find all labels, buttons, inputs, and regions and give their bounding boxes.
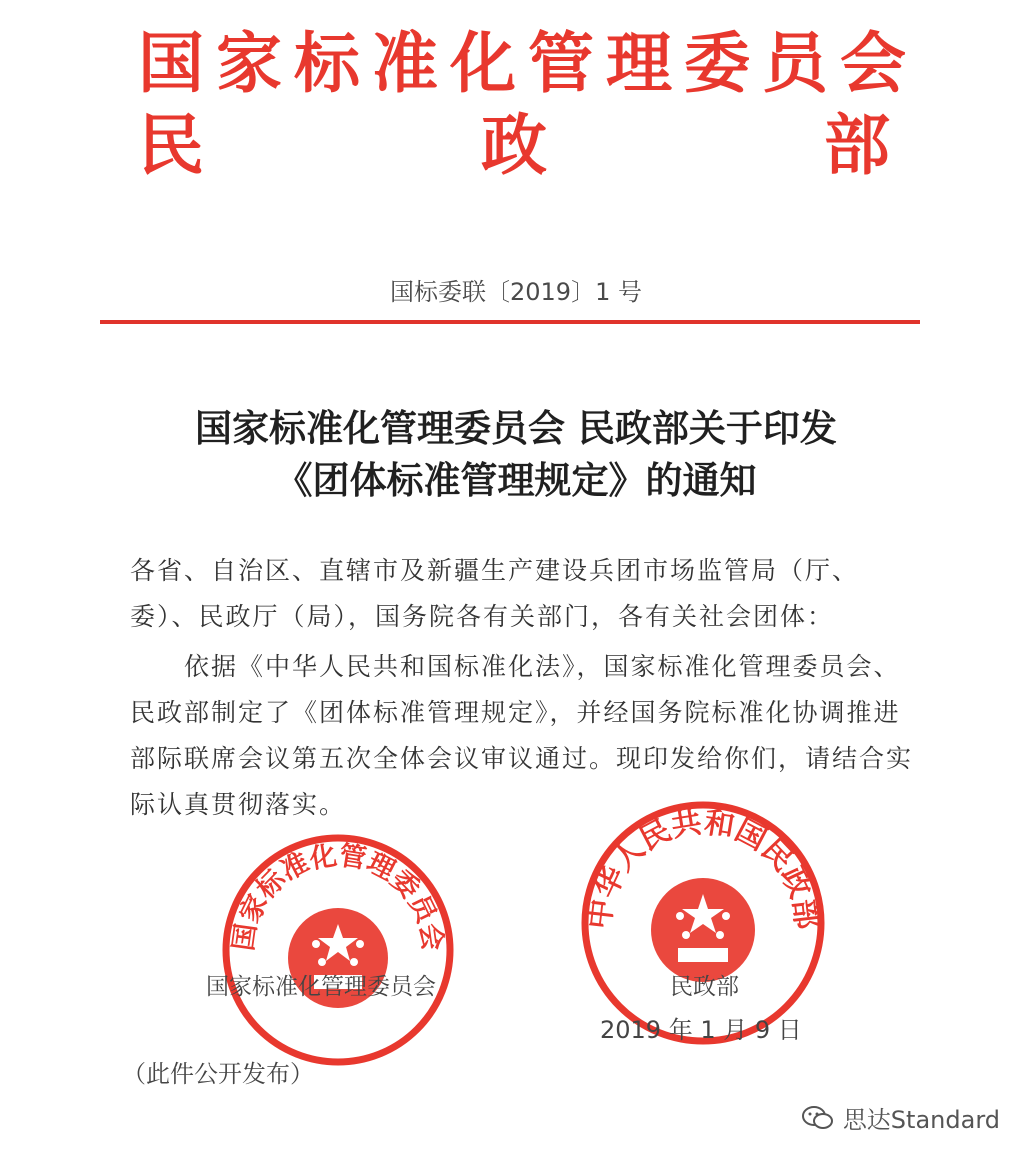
- document-number: 国标委联〔2019〕1 号: [390, 278, 642, 306]
- issuer-line-2: [138, 106, 890, 186]
- red-divider: [100, 320, 920, 324]
- sac-official-seal: [218, 830, 458, 1070]
- sac-seal-ring-text: 国家标准化管理委员会: [228, 840, 448, 953]
- national-emblem-icon: [651, 878, 755, 982]
- document-title-line-2: 《团体标准管理规定》的通知: [275, 459, 757, 502]
- public-release-note: （此件公开发布）: [122, 1060, 314, 1088]
- watermark-text: 思达Standard: [842, 1106, 1000, 1134]
- issuer-line-1: 国家标准化管理委员会: [138, 25, 918, 102]
- issue-date: 2019 年 1 月 9 日: [600, 1016, 802, 1044]
- issuer-line-2-char: 政: [481, 107, 547, 184]
- sac-signature-label: 国家标准化管理委员会: [206, 974, 436, 1000]
- addressee-text: 各省、自治区、直辖市及新疆生产建设兵团市场监管局（厅、委）、民政厅（局），国务院各有关部门，各有关社会团体：: [130, 556, 860, 631]
- mca-signature-label: 民政部: [670, 974, 739, 1000]
- mca-seal-ring-text: 中华人民共和国民政部: [582, 805, 824, 932]
- issuer-line-2-char: 民: [138, 107, 204, 184]
- issuer-line-2-char: 部: [824, 107, 890, 184]
- document-title-line-1: 国家标准化管理委员会 民政部关于印发: [195, 407, 837, 450]
- body-paragraph: 依据《中华人民共和国标准化法》，国家标准化管理委员会、民政部制定了《团体标准管理规定》，并经国务院标准化协调推进部际联席会议第五次全体会议审议通过。现印发给你们，请结合实际认真贯彻落实。: [130, 652, 914, 819]
- wechat-watermark: [801, 1100, 1000, 1135]
- wechat-icon: [801, 1104, 835, 1132]
